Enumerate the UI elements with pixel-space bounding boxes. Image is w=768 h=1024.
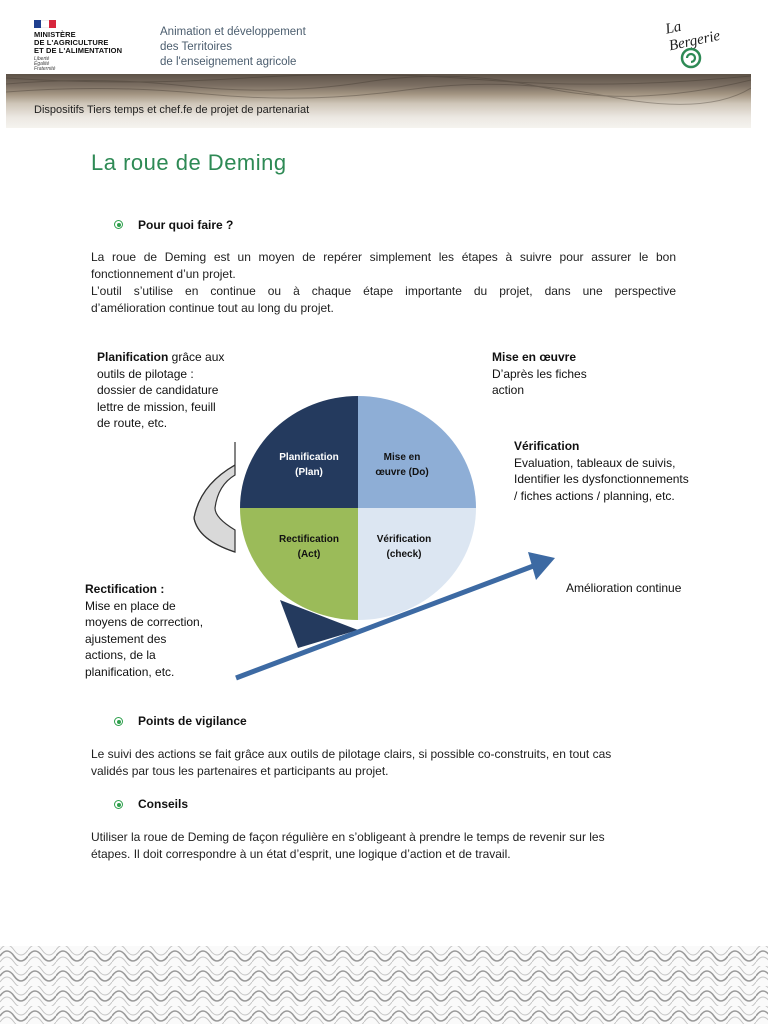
annotation-plan [97, 349, 233, 432]
ministry-line: MINISTÈRE [34, 30, 76, 39]
contour-pattern-icon [6, 74, 751, 128]
annotation-act [85, 581, 235, 680]
quadrant-label-line: (Plan) [295, 467, 323, 478]
section-heading-why: Pour quoi faire ? [138, 218, 234, 232]
quadrant-label-do [360, 450, 444, 480]
french-flag-icon [34, 20, 56, 28]
paragraph-line: Le suivi des actions se fait grâce aux outils de pilotage clairs, si possible co-construits, en tout cas [91, 747, 612, 761]
spiral-icon [662, 20, 732, 72]
annotation-line: de route, etc. [97, 416, 168, 430]
quadrant-label-plan [262, 450, 356, 480]
annotation-line: outils de pilotage : [97, 366, 194, 381]
org-line: Animation et développement [160, 26, 306, 38]
annotation-title: Rectification : [85, 582, 165, 596]
vigilance-paragraph [91, 746, 681, 780]
banner-text: Dispositifs Tiers temps et chef.fe de projet de partenariat [34, 104, 310, 116]
why-paragraph-1 [91, 249, 676, 317]
advice-paragraph [91, 829, 681, 863]
annotation-line: ajustement des [85, 631, 167, 646]
quadrant-label-line: (Act) [297, 549, 321, 560]
paragraph-line: L’outil s’utilise en continue ou à chaque étape importante du projet, dans une perspective [91, 284, 676, 298]
annotation-do [492, 349, 642, 399]
motto-line: Égalité [34, 61, 50, 67]
wheel-depth-curve [194, 442, 235, 552]
ministry-line: ET DE L'ALIMENTATION [34, 46, 123, 55]
quadrant-label-act [262, 532, 356, 562]
paragraph-line: fonctionnement d’un projet. [91, 267, 236, 281]
org-line: de l'enseignement agricole [160, 56, 297, 68]
annotation-check [514, 438, 734, 504]
annotation-line: lettre de mission, feuill [97, 399, 216, 414]
annotation-title: Planification [97, 350, 169, 364]
quadrant-label-line: œuvre (Do) [375, 467, 429, 478]
wave-pattern-icon [0, 946, 768, 1024]
bullet-icon [114, 717, 123, 726]
motto-line: Liberté [34, 56, 50, 62]
quadrant-label-check [358, 532, 450, 562]
annotation-line: action [492, 383, 525, 397]
annotation-line: moyens de correction, [85, 615, 204, 629]
annotation-line: D’après les fiches [492, 366, 587, 381]
ministry-line: DE L'AGRICULTURE [34, 38, 109, 47]
paragraph-line: d’amélioration continue tout au long du projet. [91, 301, 334, 315]
bullet-icon [114, 717, 123, 726]
annotation-line: planification, etc. [85, 664, 175, 679]
org-line: des Territoires [160, 41, 233, 53]
quadrant-label-line: Vérification [376, 534, 432, 545]
annotation-line: actions, de la [85, 648, 156, 662]
organization-title [160, 25, 306, 70]
quadrant-label-line: Planification [279, 452, 339, 463]
section-heading-advice: Conseils [138, 797, 189, 811]
annotation-line: dossier de candidature [97, 383, 219, 397]
paragraph-line: validés par tous les partenaires et participants au projet. [91, 764, 389, 778]
footer-pattern [0, 946, 768, 1024]
quadrant-label-line: Rectification [278, 534, 339, 545]
quadrant-act [240, 508, 358, 620]
paragraph-line: Utiliser la roue de Deming de façon régulière en s’obligeant à prendre le temps de revenir sur les [91, 830, 605, 844]
bullet-icon [114, 800, 123, 809]
annotation-title: Mise en œuvre [492, 350, 577, 364]
paragraph-line: étapes. Il doit correspondre à un état d’esprit, une logique d’action et de travail. [91, 847, 511, 861]
annotation-line: Evaluation, tableaux de suivis, [514, 455, 676, 470]
annotation-title: Vérification [514, 439, 580, 453]
quadrant-check [358, 508, 476, 620]
arrow-label: Amélioration continue [566, 581, 682, 595]
bullet-icon [114, 220, 123, 229]
bullet-icon [114, 220, 123, 229]
section-heading-vigilance: Points de vigilance [138, 714, 247, 728]
bergerie-logo [662, 20, 732, 72]
quadrant-label-line: Mise en [383, 452, 421, 463]
motto-line: Fraternité [34, 66, 56, 72]
annotation-line: / fiches actions / planning, etc. [514, 488, 675, 503]
quadrant-label-line: (check) [386, 549, 422, 560]
bergerie-logo-text: La Bergerie [664, 18, 722, 55]
annotation-line: Mise en place de [85, 598, 176, 613]
bullet-icon [114, 800, 123, 809]
annotation-line: grâce aux [168, 350, 225, 364]
ministry-logo [34, 20, 144, 70]
paragraph-line: La roue de Deming est un moyen de repérer simplement les étapes à suivre pour assurer le bon [91, 250, 676, 264]
header-banner [6, 74, 751, 128]
annotation-line: Identifier les dysfonctionnements [514, 472, 689, 486]
page-title: La roue de Deming [91, 150, 287, 175]
ministry-motto [34, 57, 144, 72]
